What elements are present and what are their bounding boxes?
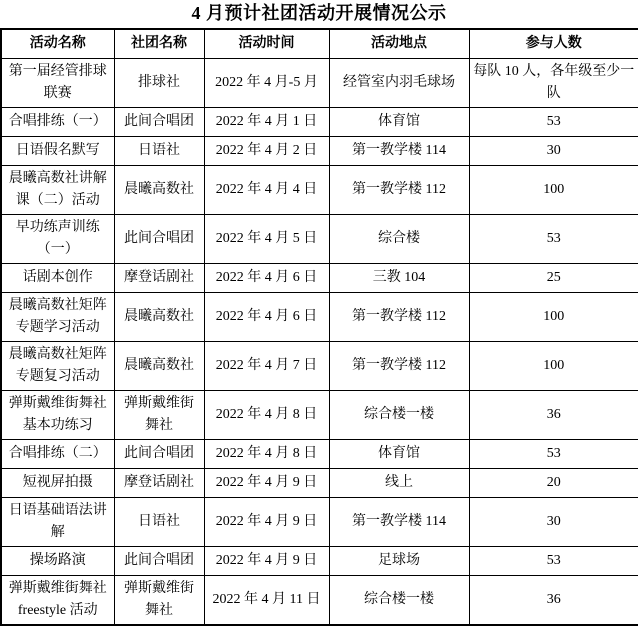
cell-participant-count: 100 <box>469 165 638 214</box>
cell-activity-location: 体育馆 <box>329 107 469 136</box>
cell-activity-name: 日语基础语法讲解 <box>1 497 114 546</box>
cell-activity-time: 2022 年 4 月-5 月 <box>204 58 329 107</box>
cell-activity-name: 日语假名默写 <box>1 136 114 165</box>
table-row <box>1 439 638 468</box>
cell-activity-location: 三教 104 <box>329 263 469 292</box>
table-row <box>1 263 638 292</box>
cell-participant-count: 100 <box>469 341 638 390</box>
table-row <box>1 575 638 625</box>
cell-participant-count: 25 <box>469 263 638 292</box>
cell-club-name: 晨曦高数社 <box>114 341 204 390</box>
table-row <box>1 341 638 390</box>
page-title: 4 月预计社团活动开展情况公示 <box>191 3 447 23</box>
table-row <box>1 136 638 165</box>
cell-activity-location: 综合楼一楼 <box>329 575 469 625</box>
cell-participant-count: 30 <box>469 136 638 165</box>
cell-activity-name: 晨曦高数社讲解课（二）活动 <box>1 165 114 214</box>
cell-activity-time: 2022 年 4 月 1 日 <box>204 107 329 136</box>
cell-activity-name: 第一届经管排球联赛 <box>1 58 114 107</box>
header-activity-time: 活动时间 <box>204 29 329 58</box>
cell-activity-time: 2022 年 4 月 6 日 <box>204 263 329 292</box>
cell-activity-name: 晨曦高数社矩阵专题学习活动 <box>1 292 114 341</box>
cell-activity-time: 2022 年 4 月 9 日 <box>204 546 329 575</box>
cell-activity-name: 早功练声训练（一） <box>1 214 114 263</box>
cell-activity-location: 线上 <box>329 468 469 497</box>
cell-club-name: 此间合唱团 <box>114 107 204 136</box>
cell-club-name: 摩登话剧社 <box>114 468 204 497</box>
cell-club-name: 弹斯戴维街舞社 <box>114 575 204 625</box>
cell-activity-time: 2022 年 4 月 7 日 <box>204 341 329 390</box>
cell-activity-name: 合唱排练（二） <box>1 439 114 468</box>
cell-participant-count: 20 <box>469 468 638 497</box>
cell-activity-time: 2022 年 4 月 5 日 <box>204 214 329 263</box>
header-activity-name: 活动名称 <box>1 29 114 58</box>
cell-participant-count: 53 <box>469 546 638 575</box>
header-activity-location: 活动地点 <box>329 29 469 58</box>
cell-activity-name: 短视屏拍摄 <box>1 468 114 497</box>
cell-activity-location: 第一教学楼 112 <box>329 341 469 390</box>
cell-activity-location: 第一教学楼 112 <box>329 165 469 214</box>
cell-activity-name: 合唱排练（一） <box>1 107 114 136</box>
cell-participant-count: 30 <box>469 497 638 546</box>
table-row <box>1 107 638 136</box>
cell-activity-time: 2022 年 4 月 2 日 <box>204 136 329 165</box>
cell-club-name: 弹斯戴维街舞社 <box>114 390 204 439</box>
table-body <box>1 58 638 625</box>
cell-activity-name: 话剧本创作 <box>1 263 114 292</box>
cell-participant-count: 100 <box>469 292 638 341</box>
cell-activity-location: 综合楼一楼 <box>329 390 469 439</box>
cell-club-name: 此间合唱团 <box>114 439 204 468</box>
cell-activity-location: 体育馆 <box>329 439 469 468</box>
cell-club-name: 日语社 <box>114 136 204 165</box>
activity-table <box>0 28 638 626</box>
cell-activity-location: 第一教学楼 114 <box>329 136 469 165</box>
table-row <box>1 390 638 439</box>
cell-participant-count: 53 <box>469 214 638 263</box>
table-row <box>1 497 638 546</box>
cell-activity-name: 操场路演 <box>1 546 114 575</box>
cell-activity-location: 第一教学楼 112 <box>329 292 469 341</box>
cell-club-name: 晨曦高数社 <box>114 165 204 214</box>
cell-activity-location: 综合楼 <box>329 214 469 263</box>
cell-activity-time: 2022 年 4 月 9 日 <box>204 468 329 497</box>
cell-activity-time: 2022 年 4 月 8 日 <box>204 390 329 439</box>
cell-club-name: 排球社 <box>114 58 204 107</box>
table-row <box>1 292 638 341</box>
header-participant-count: 参与人数 <box>469 29 638 58</box>
cell-activity-location: 第一教学楼 114 <box>329 497 469 546</box>
cell-club-name: 此间合唱团 <box>114 546 204 575</box>
cell-participant-count: 53 <box>469 107 638 136</box>
cell-activity-time: 2022 年 4 月 9 日 <box>204 497 329 546</box>
cell-activity-name: 弹斯戴维街舞社基本功练习 <box>1 390 114 439</box>
cell-participant-count: 36 <box>469 390 638 439</box>
table-row <box>1 214 638 263</box>
cell-participant-count: 每队 10 人，各年级至少一队 <box>469 58 638 107</box>
table-row <box>1 546 638 575</box>
cell-club-name: 此间合唱团 <box>114 214 204 263</box>
table-row <box>1 165 638 214</box>
cell-club-name: 日语社 <box>114 497 204 546</box>
table-header-row <box>1 29 638 58</box>
cell-participant-count: 53 <box>469 439 638 468</box>
cell-activity-name: 弹斯戴维街舞社 freestyle 活动 <box>1 575 114 625</box>
header-club-name: 社团名称 <box>114 29 204 58</box>
cell-activity-time: 2022 年 4 月 6 日 <box>204 292 329 341</box>
cell-activity-location: 经管室内羽毛球场 <box>329 58 469 107</box>
cell-activity-location: 足球场 <box>329 546 469 575</box>
cell-activity-name: 晨曦高数社矩阵专题复习活动 <box>1 341 114 390</box>
cell-activity-time: 2022 年 4 月 8 日 <box>204 439 329 468</box>
cell-participant-count: 36 <box>469 575 638 625</box>
cell-club-name: 摩登话剧社 <box>114 263 204 292</box>
cell-activity-time: 2022 年 4 月 11 日 <box>204 575 329 625</box>
cell-activity-time: 2022 年 4 月 4 日 <box>204 165 329 214</box>
table-row <box>1 58 638 107</box>
cell-club-name: 晨曦高数社 <box>114 292 204 341</box>
table-row <box>1 468 638 497</box>
